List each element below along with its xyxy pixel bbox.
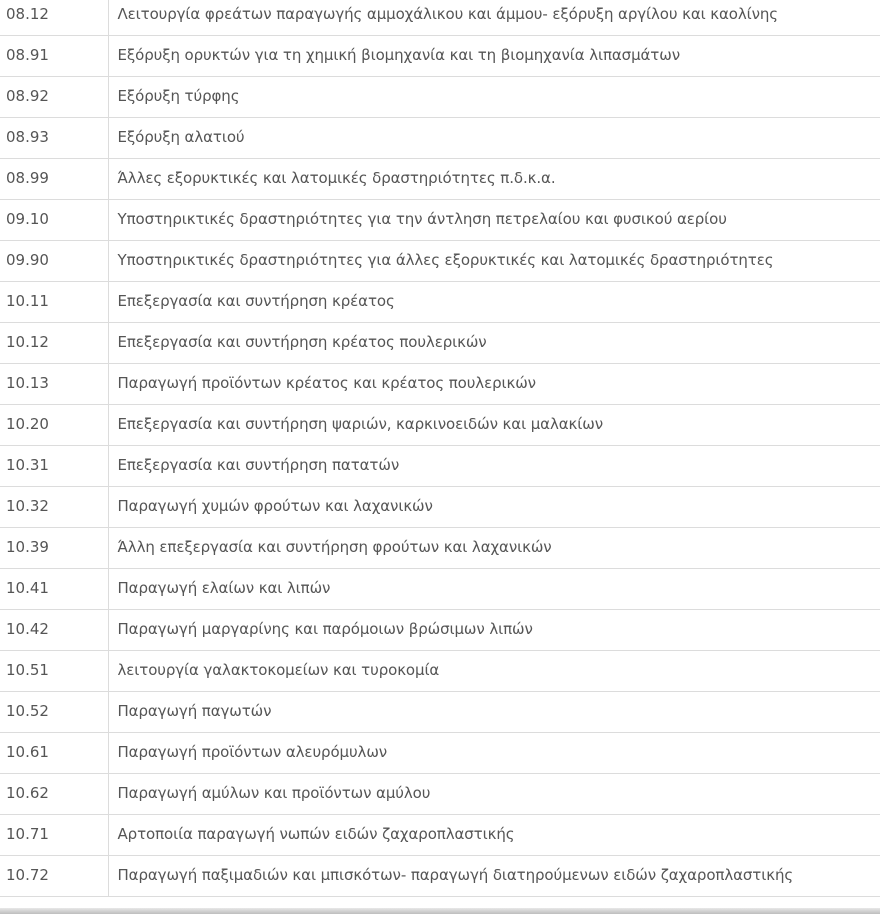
table-row [0, 364, 880, 405]
activity-description: Παραγωγή χυμών φρούτων και λαχανικών [108, 487, 880, 528]
activity-code: 10.71 [0, 815, 108, 856]
table-row [0, 118, 880, 159]
table-row [0, 569, 880, 610]
activity-code: 10.13 [0, 364, 108, 405]
table-row [0, 282, 880, 323]
table-row [0, 446, 880, 487]
table-row [0, 323, 880, 364]
activity-code: 10.11 [0, 282, 108, 323]
activity-code: 09.90 [0, 241, 108, 282]
table-row [0, 774, 880, 815]
table-row [0, 405, 880, 446]
activity-description: Αρτοποιία παραγωγή νωπών ειδών ζαχαροπλαστικής [108, 815, 880, 856]
activity-code: 08.99 [0, 159, 108, 200]
activity-code: 08.93 [0, 118, 108, 159]
activity-description: λειτουργία γαλακτοκομείων και τυροκομία [108, 651, 880, 692]
activity-description: Άλλες εξορυκτικές και λατομικές δραστηριότητες π.δ.κ.α. [108, 159, 880, 200]
activity-description: Παραγωγή αμύλων και προϊόντων αμύλου [108, 774, 880, 815]
activity-code: 08.12 [0, 0, 108, 36]
activity-description: Επεξεργασία και συντήρηση ψαριών, καρκινοειδών και μαλακίων [108, 405, 880, 446]
table-row [0, 856, 880, 897]
table-row [0, 36, 880, 77]
activity-code: 10.62 [0, 774, 108, 815]
activity-description: Επεξεργασία και συντήρηση κρέατος [108, 282, 880, 323]
table-row [0, 487, 880, 528]
activity-description: Εξόρυξη τύρφης [108, 77, 880, 118]
activity-description: Παραγωγή ελαίων και λιπών [108, 569, 880, 610]
activity-description: Άλλη επεξεργασία και συντήρηση φρούτων και λαχανικών [108, 528, 880, 569]
activity-code: 10.12 [0, 323, 108, 364]
activity-code: 08.91 [0, 36, 108, 77]
activity-description: Εξόρυξη ορυκτών για τη χημική βιομηχανία και τη βιομηχανία λιπασμάτων [108, 36, 880, 77]
activity-description: Λειτουργία φρεάτων παραγωγής αμμοχάλικου και άμμου- εξόρυξη αργίλου και καολίνης [108, 0, 880, 36]
activity-code: 10.41 [0, 569, 108, 610]
table-row [0, 692, 880, 733]
activity-code: 10.51 [0, 651, 108, 692]
table-row [0, 733, 880, 774]
activity-code: 10.42 [0, 610, 108, 651]
table-row [0, 528, 880, 569]
activity-code: 10.72 [0, 856, 108, 897]
activity-description: Επεξεργασία και συντήρηση κρέατος πουλερικών [108, 323, 880, 364]
activity-code: 10.31 [0, 446, 108, 487]
table-row [0, 77, 880, 118]
activity-code: 10.32 [0, 487, 108, 528]
table-row [0, 815, 880, 856]
activity-description: Εξόρυξη αλατιού [108, 118, 880, 159]
activity-description: Παραγωγή παγωτών [108, 692, 880, 733]
activity-description: Υποστηρικτικές δραστηριότητες για την άντληση πετρελαίου και φυσικού αερίου [108, 200, 880, 241]
activity-code: 10.39 [0, 528, 108, 569]
table-row [0, 651, 880, 692]
activity-description: Παραγωγή προϊόντων αλευρόμυλων [108, 733, 880, 774]
activity-description: Παραγωγή μαργαρίνης και παρόμοιων βρώσιμων λιπών [108, 610, 880, 651]
table-row [0, 200, 880, 241]
table-row [0, 241, 880, 282]
activity-description: Παραγωγή προϊόντων κρέατος και κρέατος πουλερικών [108, 364, 880, 405]
activity-description: Παραγωγή παξιμαδιών και μπισκότων- παραγωγή διατηρούμενων ειδών ζαχαροπλαστικής [108, 856, 880, 897]
activity-code: 10.20 [0, 405, 108, 446]
activity-code: 09.10 [0, 200, 108, 241]
activity-code: 10.52 [0, 692, 108, 733]
activity-description: Επεξεργασία και συντήρηση πατατών [108, 446, 880, 487]
page-edge-shadow [0, 908, 880, 914]
table-row [0, 0, 880, 36]
activity-code: 10.61 [0, 733, 108, 774]
activity-description: Υποστηρικτικές δραστηριότητες για άλλες εξορυκτικές και λατομικές δραστηριότητες [108, 241, 880, 282]
table-row [0, 610, 880, 651]
activity-code: 08.92 [0, 77, 108, 118]
table-row [0, 159, 880, 200]
